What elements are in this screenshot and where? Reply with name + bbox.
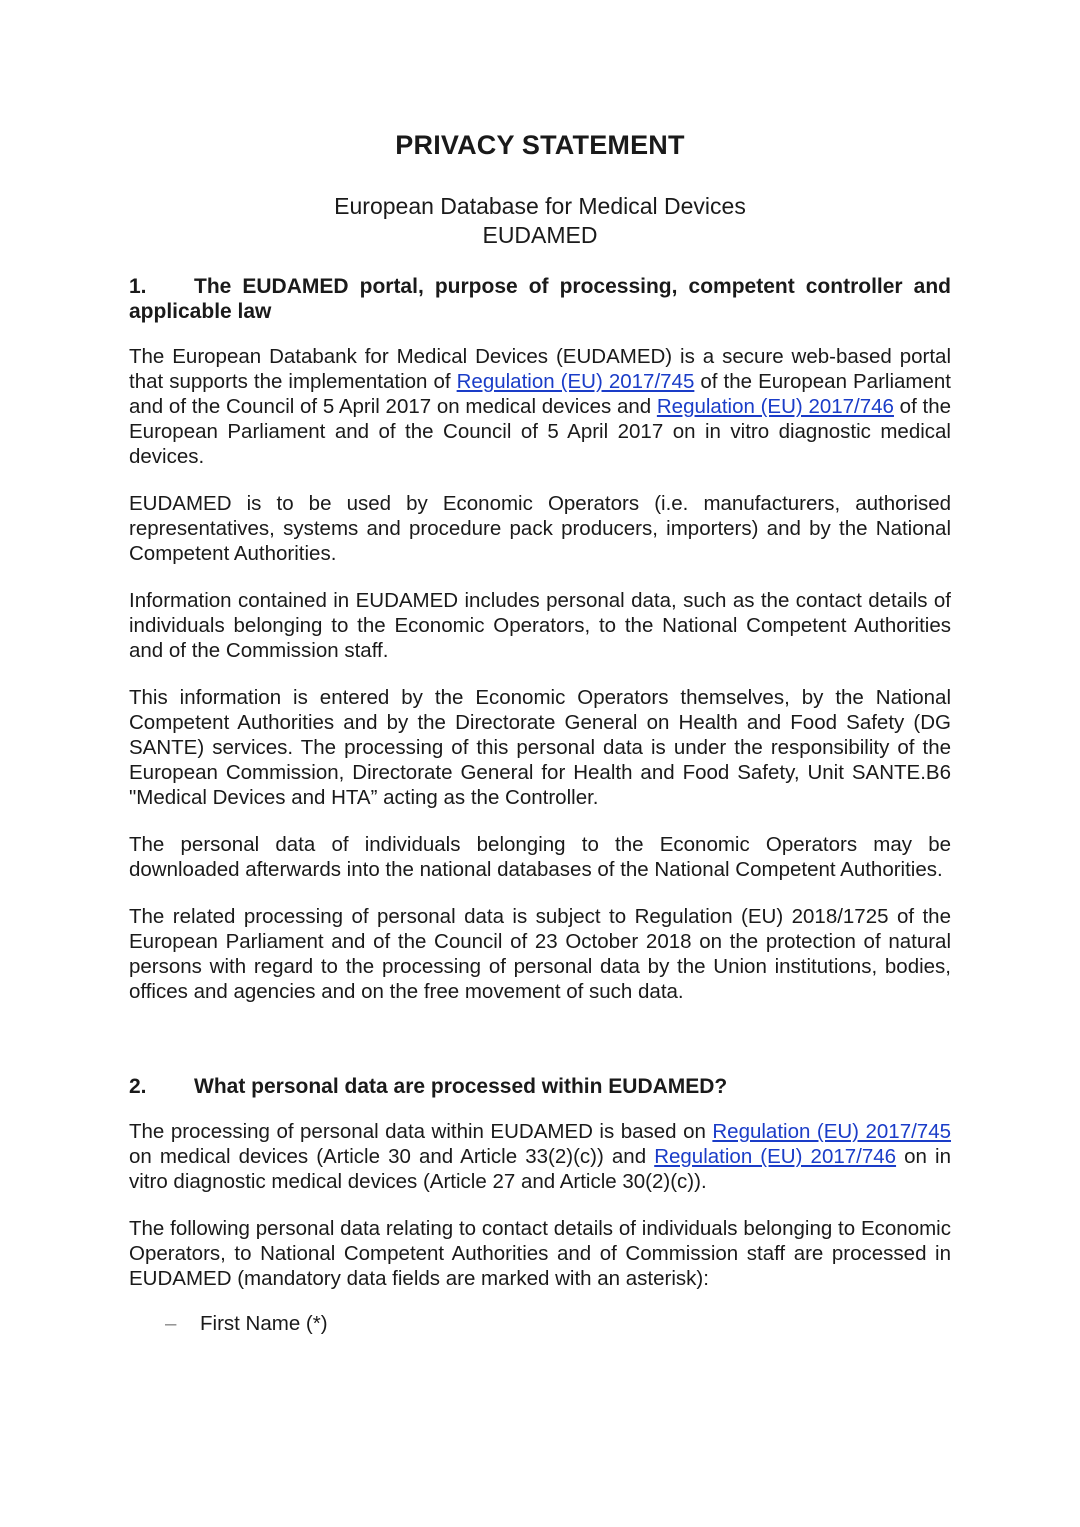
section-1-paragraph-6: The related processing of personal data is subject to Regulation (EU) 2018/1725 of the European Parliament and of the Council of 23 October 2018 on the protection of natural persons with regard to the processing of personal data by the Union institutions, bodies, offices and agencies and on the free movement of such data. — [129, 905, 951, 1003]
paragraph-text: The processing of personal data within EUDAMED is based on — [129, 1120, 713, 1143]
section-1-paragraph-2: EUDAMED is to be used by Economic Operators (i.e. manufacturers, authorised representatives, systems and procedure pack producers, importers) and by the National Competent Authorities. — [129, 492, 951, 565]
section-2-number: 2. — [129, 1075, 147, 1098]
regulation-2017-746-link[interactable]: Regulation (EU) 2017/746 — [656, 395, 894, 418]
section-1-paragraph-1 — [129, 344, 951, 469]
subtitle-line-2: EUDAMED — [482, 222, 598, 248]
paragraph-text: on in vitro diagnostic medical devices (Article 27 and Article 30(2)(c)). — [129, 1145, 951, 1193]
paragraph-text: of the European Parliament and of the Council of 5 April 2017 on medical devices and — [129, 370, 951, 418]
list-item — [129, 1311, 951, 1336]
paragraph-text: on medical devices (Article 30 and Article 33(2)(c)) and — [129, 1145, 655, 1168]
section-1-number: 1. — [129, 275, 147, 298]
paragraph-text: The European Databank for Medical Devices (EUDAMED) is a secure web-based portal that supports the implementation of — [129, 345, 951, 393]
section-2-heading — [129, 1074, 951, 1099]
section-1-heading — [129, 274, 951, 324]
regulation-2017-745-link[interactable]: Regulation (EU) 2017/745 — [712, 1120, 952, 1143]
regulation-2017-745-link[interactable]: Regulation (EU) 2017/745 — [456, 370, 695, 393]
page-subtitle — [0, 192, 1080, 250]
section-2-heading-text: What personal data are processed within EUDAMED? — [194, 1075, 728, 1098]
section-2-paragraph-1 — [129, 1119, 951, 1194]
section-spacer — [129, 1026, 951, 1074]
section-1-heading-text: The EUDAMED portal, purpose of processing, competent controller and applicable law — [129, 275, 951, 323]
paragraph-text: of the European Parliament and of the Council of 5 April 2017 on in vitro diagnostic medical devices. — [129, 395, 951, 468]
list-item-text: First Name (*) — [200, 1312, 328, 1335]
section-1-paragraph-5: The personal data of individuals belonging to the Economic Operators may be downloaded afterwards into the national databases of the National Competent Authorities. — [129, 833, 951, 881]
section-1-paragraph-3: Information contained in EUDAMED includes personal data, such as the contact details of individuals belonging to the Economic Operators, to the National Competent Authorities and of the Commission staff. — [129, 589, 951, 662]
subtitle-line-1: European Database for Medical Devices — [334, 193, 746, 219]
dash-bullet-icon: – — [165, 1312, 177, 1335]
regulation-2017-746-link[interactable]: Regulation (EU) 2017/746 — [654, 1145, 897, 1168]
page-title: PRIVACY STATEMENT — [395, 130, 685, 160]
section-2-paragraph-2: The following personal data relating to contact details of individuals belonging to Economic Operators, to National Competent Authorities and of Commission staff are processed in EUDAMED (mandatory data fields are marked with an asterisk): — [129, 1217, 951, 1290]
document-body — [129, 274, 951, 1336]
section-1-paragraph-4: This information is entered by the Economic Operators themselves, by the National Competent Authorities and by the Directorate General on Health and Food Safety (DG SANTE) services. The processing of this personal data is under the responsibility of the European Commission, Directorate General for Health and Food Safety, Unit SANTE.B6 "Medical Devices and HTA” acting as the Controller. — [129, 686, 951, 809]
